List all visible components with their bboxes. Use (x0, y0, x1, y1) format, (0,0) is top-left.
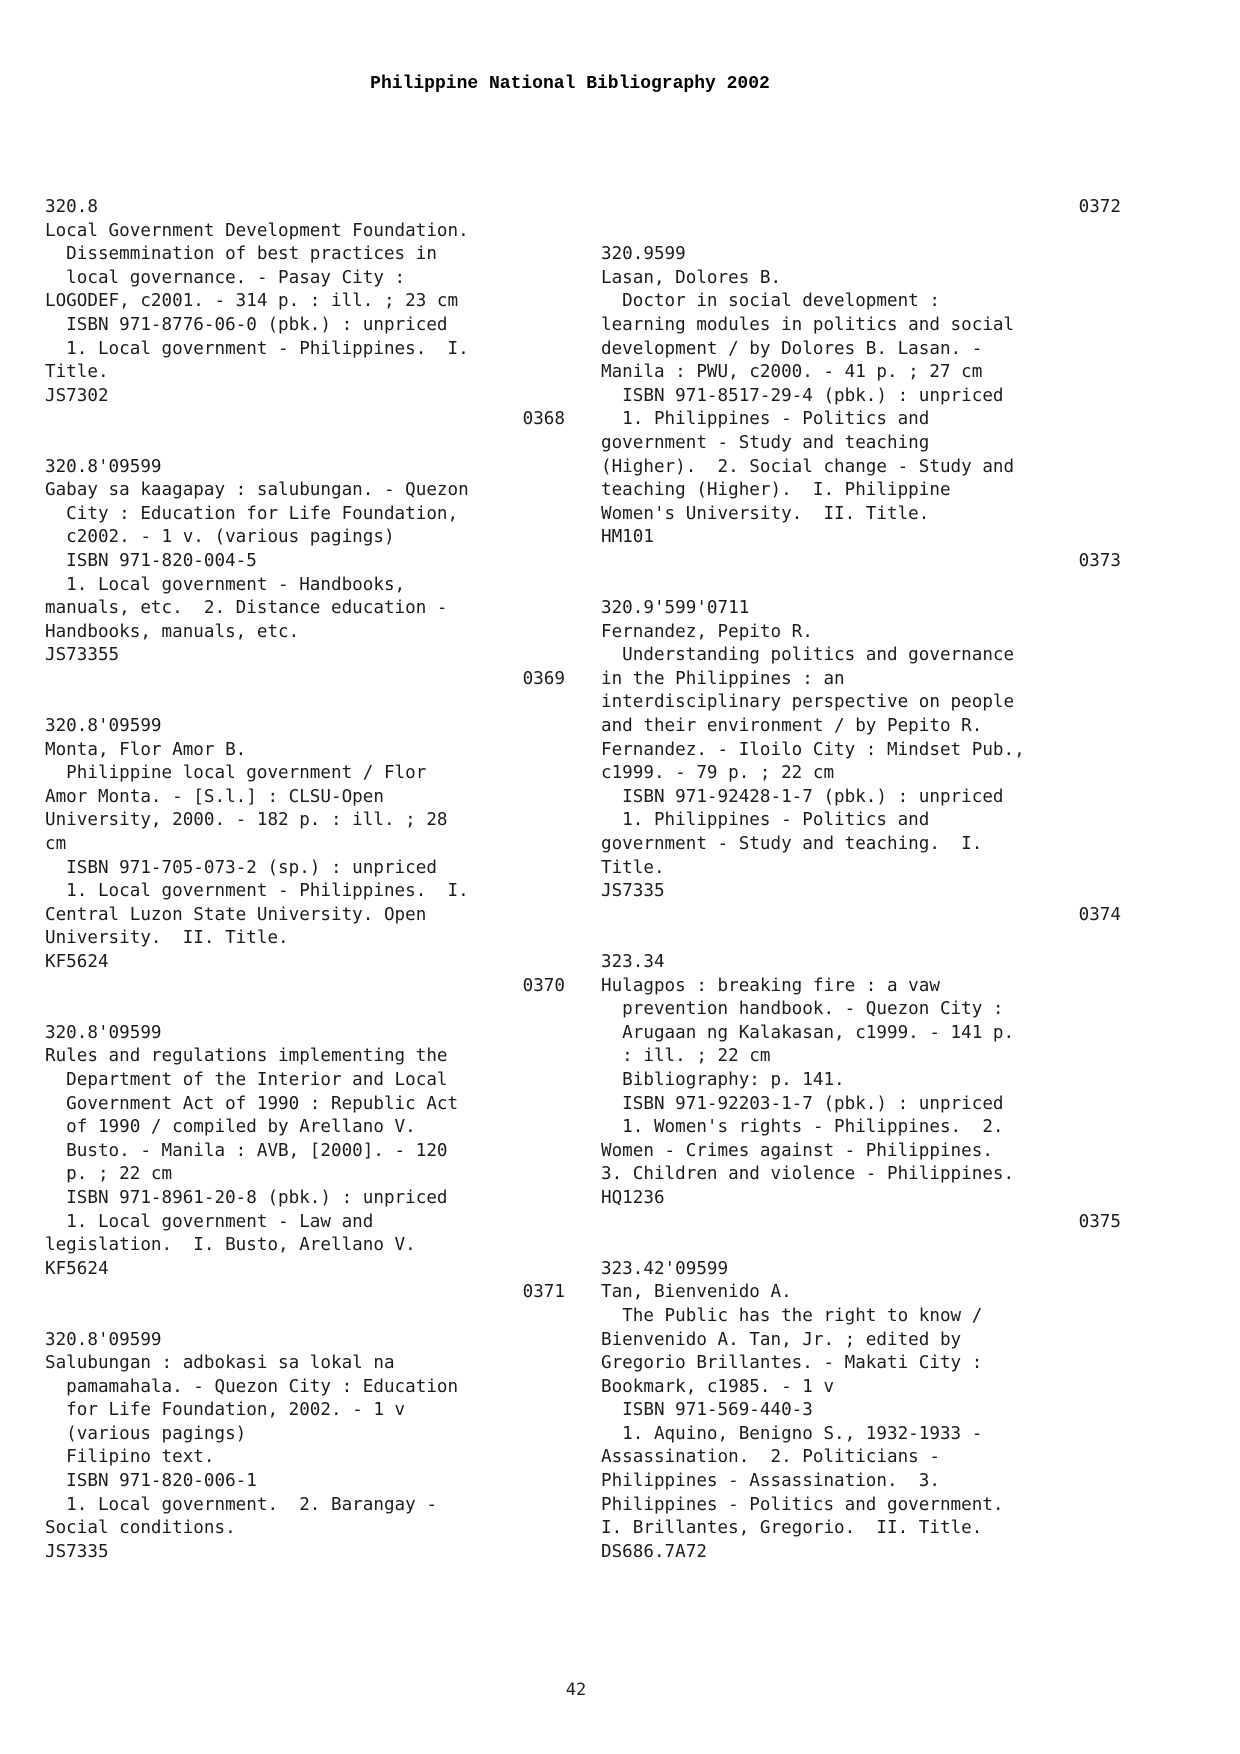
bibliography-line (601, 927, 1121, 951)
bibliography-line: 320.8'09599 (45, 1022, 162, 1043)
bibliography-line: JS7302 (45, 385, 109, 406)
bibliography-line: KF5624 (45, 1258, 109, 1279)
bibliography-line: Bibliography: p. 141. (601, 1069, 845, 1090)
bibliography-line: Lasan, Dolores B. (601, 267, 782, 288)
bibliography-line: ISBN 971-820-006-1 (45, 1471, 257, 1492)
bibliography-line (45, 691, 565, 715)
bibliography-line: 1. Local government - Law and (45, 1211, 374, 1232)
bibliography-line (45, 432, 565, 456)
bibliography-line: 323.42'09599 (601, 1258, 729, 1279)
bibliography-line: Bienvenido A. Tan, Jr. ; edited by (601, 1329, 962, 1350)
bibliography-line: 1. Local government - Handbooks, (45, 574, 406, 595)
bibliography-line: ISBN 971-820-004-5 (45, 550, 257, 571)
bibliography-line: for Life Foundation, 2002. - 1 v (45, 1400, 406, 1421)
bibliography-line: Philippines - Assassination. 3. (601, 1471, 940, 1492)
bibliography-line: Rules and regulations implementing the (45, 1046, 448, 1067)
bibliography-line: Government Act of 1990 : Republic Act (45, 1093, 459, 1114)
bibliography-line: Dissemmination of best practices in (45, 244, 437, 265)
bibliography-line: JS7335 (601, 881, 665, 902)
bibliography-line: Amor Monta. - [S.l.] : CLSU-Open (45, 786, 384, 807)
bibliography-line: 320.9'599'0711 (601, 598, 750, 619)
bibliography-line: prevention handbook. - Quezon City : (601, 999, 1004, 1020)
bibliography-line: pamamahala. - Quezon City : Education (45, 1376, 459, 1397)
bibliography-line: government - Study and teaching. I. (601, 834, 983, 855)
bibliography-line: ISBN 971-92203-1-7 (pbk.) : unpriced (601, 1093, 1004, 1114)
bibliography-line: 320.8 (45, 197, 98, 217)
bibliography-line: government - Study and teaching (601, 432, 930, 453)
bibliography-line: 1. Philippines - Politics and (601, 810, 930, 831)
bibliography-line: learning modules in politics and social (601, 314, 1015, 335)
bibliography-line: Hulagpos : breaking fire : a vaw (601, 975, 940, 996)
bibliography-line: HQ1236 (601, 1187, 665, 1208)
bibliography-line: Title. (45, 362, 109, 383)
bibliography-line: Arugaan ng Kalakasan, c1999. - 141 p. (601, 1022, 1015, 1043)
bibliography-line: Manila : PWU, c2000. - 41 p. ; 27 cm (601, 362, 983, 383)
bibliography-line: of 1990 / compiled by Arellano V. (45, 1117, 416, 1138)
bibliography-line: I. Brillantes, Gregorio. II. Title. (601, 1518, 983, 1539)
entry-number: 0370 (522, 975, 565, 996)
bibliography-line: p. ; 22 cm (45, 1164, 173, 1185)
bibliography-line: 1. Philippines - Politics and (601, 409, 930, 430)
right-column (601, 196, 1121, 1564)
bibliography-line: Local Government Development Foundation. (45, 220, 469, 241)
bibliography-line: University. II. Title. (45, 928, 289, 949)
entry-number: 0375 (1078, 1211, 1121, 1232)
bibliography-line: Salubungan : adbokasi sa lokal na (45, 1353, 395, 1374)
bibliography-line: in the Philippines : an (601, 668, 845, 689)
bibliography-line (601, 220, 1121, 244)
bibliography-line: Bookmark, c1985. - 1 v (601, 1376, 835, 1397)
page-title: Philippine National Bibliography 2002 (370, 74, 770, 94)
bibliography-line: ISBN 971-705-073-2 (sp.) : unpriced (45, 857, 437, 878)
bibliography-line: Title. (601, 857, 665, 878)
bibliography-line: 1. Women's rights - Philippines. 2. (601, 1117, 1004, 1138)
entry-number: 0369 (522, 668, 565, 689)
entry-number: 0372 (1078, 197, 1121, 217)
bibliography-line: LOGODEF, c2001. - 314 p. : ill. ; 23 cm (45, 291, 459, 312)
bibliography-line: 323.34 (601, 952, 665, 972)
bibliography-line: City : Education for Life Foundation, (45, 503, 459, 524)
bibliography-line: manuals, etc. 2. Distance education - (45, 598, 448, 619)
bibliography-line (601, 574, 1121, 598)
bibliography-line: 1. Local government - Philippines. I. (45, 881, 469, 902)
bibliography-line: KF5624 (45, 952, 109, 972)
bibliography-line: Fernandez, Pepito R. (601, 621, 813, 642)
bibliography-line: Monta, Flor Amor B. (45, 739, 247, 760)
bibliography-line: Doctor in social development : (601, 291, 940, 312)
page-number: 42 (565, 1680, 587, 1700)
bibliography-line: teaching (Higher). I. Philippine (601, 480, 951, 501)
bibliography-line: ISBN 971-8776-06-0 (pbk.) : unpriced (45, 314, 448, 335)
bibliography-line: : ill. ; 22 cm (601, 1046, 771, 1067)
bibliography-line: The Public has the right to know / (601, 1305, 983, 1326)
bibliography-line: ISBN 971-569-440-3 (601, 1400, 813, 1421)
bibliography-line: Tan, Bienvenido A. (601, 1282, 792, 1303)
bibliography-line (45, 1305, 565, 1329)
bibliography-line: 320.8'09599 (45, 1329, 162, 1350)
bibliography-line: Handbooks, manuals, etc. (45, 621, 300, 642)
bibliography-line: and their environment / by Pepito R. (601, 716, 983, 737)
bibliography-line: 320.8'09599 (45, 456, 162, 477)
bibliography-line: HM101 (601, 527, 654, 548)
bibliography-line: DS686.7A72 (601, 1541, 707, 1562)
bibliography-line: Philippines - Politics and government. (601, 1494, 1004, 1515)
bibliography-line: Fernandez. - Iloilo City : Mindset Pub., (601, 739, 1025, 760)
bibliography-line: JS73355 (45, 645, 120, 666)
bibliography-line: 1. Local government. 2. Barangay - (45, 1494, 437, 1515)
entry-number: 0373 (1078, 550, 1121, 571)
bibliography-line: interdisciplinary perspective on people (601, 692, 1015, 713)
bibliography-line: legislation. I. Busto, Arellano V. (45, 1235, 416, 1256)
bibliography-line: c2002. - 1 v. (various pagings) (45, 527, 395, 548)
bibliography-line: local governance. - Pasay City : (45, 267, 406, 288)
bibliography-line: Department of the Interior and Local (45, 1069, 448, 1090)
bibliography-line: JS7335 (45, 1541, 109, 1562)
bibliography-line: Assassination. 2. Politicians - (601, 1447, 940, 1468)
bibliography-line: 3. Children and violence - Philippines. (601, 1164, 1015, 1185)
bibliography-line: Women's University. II. Title. (601, 503, 930, 524)
bibliography-line: c1999. - 79 p. ; 22 cm (601, 763, 835, 784)
bibliography-line: University, 2000. - 182 p. : ill. ; 28 (45, 810, 448, 831)
entry-number: 0371 (522, 1282, 565, 1303)
bibliography-line: (various pagings) (45, 1423, 247, 1444)
bibliography-line: development / by Dolores B. Lasan. - (601, 338, 983, 359)
bibliography-line: 1. Local government - Philippines. I. (45, 338, 469, 359)
bibliography-line: Understanding politics and governance (601, 645, 1015, 666)
entry-number: 0374 (1078, 904, 1121, 925)
entry-number: 0368 (522, 409, 565, 430)
bibliography-line: Women - Crimes against - Philippines. (601, 1140, 993, 1161)
bibliography-line: Filipino text. (45, 1447, 215, 1468)
bibliography-line: Gregorio Brillantes. - Makati City : (601, 1353, 983, 1374)
bibliography-line: 320.8'09599 (45, 716, 162, 737)
left-column (45, 196, 565, 1564)
bibliography-line: ISBN 971-8961-20-8 (pbk.) : unpriced (45, 1187, 448, 1208)
bibliography-line: 1. Aquino, Benigno S., 1932-1933 - (601, 1423, 983, 1444)
bibliography-line: ISBN 971-8517-29-4 (pbk.) : unpriced (601, 385, 1004, 406)
bibliography-line: Gabay sa kaagapay : salubungan. - Quezon (45, 480, 469, 501)
bibliography-line: cm (45, 834, 67, 855)
bibliography-line: Central Luzon State University. Open (45, 904, 427, 925)
bibliography-line: Busto. - Manila : AVB, [2000]. - 120 (45, 1140, 448, 1161)
bibliography-line (601, 1234, 1121, 1258)
bibliography-line (45, 998, 565, 1022)
bibliography-line: ISBN 971-92428-1-7 (pbk.) : unpriced (601, 786, 1004, 807)
bibliography-line: Philippine local government / Flor (45, 763, 427, 784)
bibliography-line: Social conditions. (45, 1518, 236, 1539)
bibliography-line: 320.9599 (601, 244, 686, 265)
bibliography-line: (Higher). 2. Social change - Study and (601, 456, 1015, 477)
